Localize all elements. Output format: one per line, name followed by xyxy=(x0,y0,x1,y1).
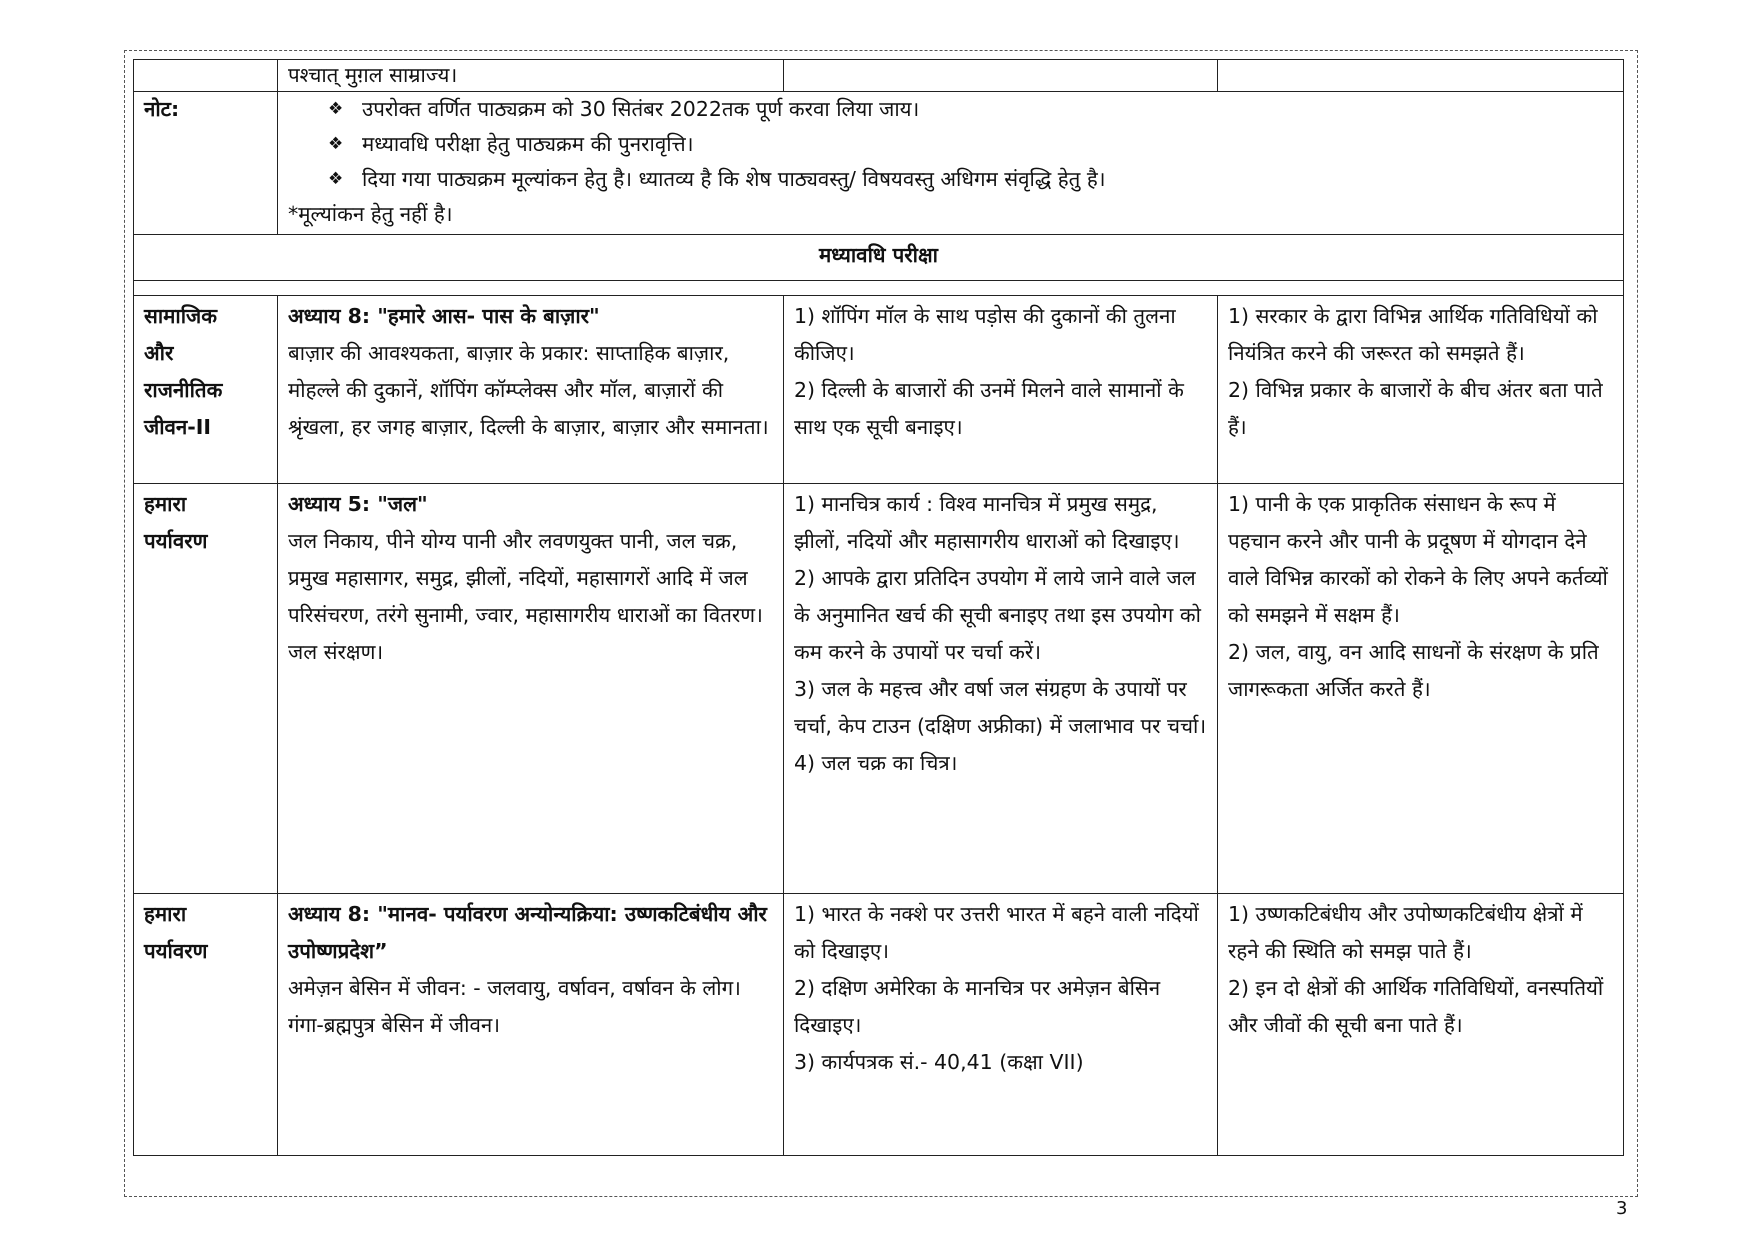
note-label: नोट: xyxy=(134,92,278,235)
chapter-title: अध्याय 8: "हमारे आस- पास के बाज़ार" xyxy=(288,304,600,328)
section-spacer xyxy=(134,281,1624,296)
note-point-2: ❖ मध्यावधि परीक्षा हेतु पाठ्यक्रम की पुनरावृत्ति। xyxy=(328,127,1613,162)
outcome-item: 1) पानी के एक प्राकृतिक संसाधन के रूप में पहचान करने और पानी के प्रदूषण में योगदान देने वाले विभिन्न कारकों को रोकने के लिए अपने कर्तव्यों को समझने में सक्षम हैं। xyxy=(1228,492,1608,627)
note-point-1: ❖ उपरोक्त वर्णित पाठ्यक्रम को 30 सितंबर 2022तक पूर्ण करवा लिया जाय। xyxy=(328,92,1613,127)
activity-item: 2) दक्षिण अमेरिका के मानचित्र पर अमेज़न बेसिन दिखाइए। xyxy=(794,976,1161,1037)
activity-cell xyxy=(784,894,1218,1156)
activity-item: 2) दिल्ली के बाजारों की उनमें मिलने वाले सामानों के साथ एक सूची बनाइए। xyxy=(794,378,1184,439)
note-cell xyxy=(278,92,1624,235)
section-header-row xyxy=(134,235,1624,281)
chapter-content: जल निकाय, पीने योग्य पानी और लवणयुक्त पानी, जल चक्र, प्रमुख महासागर, समुद्र, झीलों, नदियों, महासागरों आदि में जल परिसंचरण, तरंगे सुनामी, ज्वार, महासागरीय धाराओं का वितरण। जल संरक्षण। xyxy=(288,529,763,664)
activity-item: 3) कार्यपत्रक सं.- 40,41 (कक्षा VII) xyxy=(794,1050,1084,1074)
subject-cell xyxy=(134,296,278,484)
subject-line: पर्यावरण xyxy=(144,529,208,553)
activity-item: 1) भारत के नक्शे पर उत्तरी भारत में बहने वाली नदियों को दिखाइए। xyxy=(794,902,1199,963)
note-point-3: ❖ दिया गया पाठ्यक्रम मूल्यांकन हेतु है। ध्यातव्य है कि शेष पाठ्यवस्तु/ विषयवस्तु अधिगम संवृद्धि हेतु है। xyxy=(328,162,1613,197)
activity-item: 4) जल चक्र का चित्र। xyxy=(794,751,958,775)
page-number: 3 xyxy=(1616,1198,1628,1219)
outcome-item: 1) उष्णकटिबंधीय और उपोष्णकटिबंधीय क्षेत्रों में रहने की स्थिति को समझ पाते हैं। xyxy=(1228,902,1583,963)
outcome-cell xyxy=(1218,484,1624,894)
content-cell xyxy=(278,296,784,484)
table-row xyxy=(134,296,1624,484)
note-footnote: *मूल्यांकन हेतु नहीं है। xyxy=(288,202,453,226)
activity-item: 1) मानचित्र कार्य : विश्व मानचित्र में प्रमुख समुद्र, झीलों, नदियों और महासागरीय धाराओं को दिखाइए। xyxy=(794,492,1180,553)
subject-line: जीवन-II xyxy=(144,415,212,439)
outcome-cell xyxy=(1218,296,1624,484)
outcome-item: 2) विभिन्न प्रकार के बाजारों के बीच अंतर बता पाते हैं। xyxy=(1228,378,1603,439)
syllabus-table xyxy=(133,59,1624,1156)
activity-item: 2) आपके द्वारा प्रतिदिन उपयोग में लाये जाने वाले जल के अनुमानित खर्च की सूची बनाइए तथा इस उपयोग को कम करने के उपायों पर चर्चा करें। xyxy=(794,566,1201,664)
chapter-content: अमेज़न बेसिन में जीवन: - जलवायु, वर्षावन, वर्षावन के लोग। गंगा-ब्रह्मपुत्र बेसिन में जीवन। xyxy=(288,976,741,1037)
subject-cell xyxy=(134,894,278,1156)
content-cell xyxy=(278,484,784,894)
chapter-content: बाज़ार की आवश्यकता, बाज़ार के प्रकार: साप्ताहिक बाज़ार, मोहल्ले की दुकानें, शॉपिंग कॉम्प्लेक्स और मॉल, बाज़ारों की श्रृंखला, हर जगह बाज़ार, दिल्ली के बाज़ार, बाज़ार और समानता। xyxy=(288,341,769,439)
activity-item: 3) जल के महत्त्व और वर्षा जल संग्रहण के उपायों पर चर्चा, केप टाउन (दक्षिण अफ्रीका) में जलाभाव पर चर्चा। xyxy=(794,677,1207,738)
activity-item: 1) शॉपिंग मॉल के साथ पड़ोस की दुकानों की तुलना कीजिए। xyxy=(794,304,1176,365)
activity-cell xyxy=(784,296,1218,484)
subject-line: हमारा xyxy=(144,902,187,926)
subject-line: हमारा xyxy=(144,492,187,516)
table-row xyxy=(134,894,1624,1156)
content-cell xyxy=(278,894,784,1156)
chapter-title: अध्याय 8: "मानव- पर्यावरण अन्योन्यक्रिया: उष्णकटिबंधीय और उपोष्णप्रदेश” xyxy=(288,902,767,963)
subject-line: पर्यावरण xyxy=(144,939,208,963)
note-row xyxy=(134,92,1624,235)
subject-cell xyxy=(134,484,278,894)
outcome-cell xyxy=(1218,894,1624,1156)
activity-cell xyxy=(784,484,1218,894)
continuation-content-cell: पश्चात् मुग़ल साम्राज्य। xyxy=(278,60,784,92)
continuation-subject-cell xyxy=(134,60,278,92)
continuation-activity-cell xyxy=(784,60,1218,92)
table-row xyxy=(134,484,1624,894)
outcome-item: 2) इन दो क्षेत्रों की आर्थिक गतिविधियों, वनस्पतियों और जीवों की सूची बना पाते हैं। xyxy=(1228,976,1604,1037)
continuation-row xyxy=(134,60,1624,92)
subject-line: सामाजिक xyxy=(144,304,218,328)
outcome-item: 2) जल, वायु, वन आदि साधनों के संरक्षण के प्रति जागरूकता अर्जित करते हैं। xyxy=(1228,640,1599,701)
chapter-title: अध्याय 5: "जल" xyxy=(288,492,428,516)
note-list xyxy=(288,92,1613,197)
subject-line: और xyxy=(144,341,174,365)
continuation-outcome-cell xyxy=(1218,60,1624,92)
section-title: मध्यावधि परीक्षा xyxy=(134,235,1624,281)
outcome-item: 1) सरकार के द्वारा विभिन्न आर्थिक गतिविधियों को नियंत्रित करने की जरूरत को समझते हैं। xyxy=(1228,304,1598,365)
subject-line: राजनीतिक xyxy=(144,378,223,402)
section-spacer-row xyxy=(134,281,1624,296)
